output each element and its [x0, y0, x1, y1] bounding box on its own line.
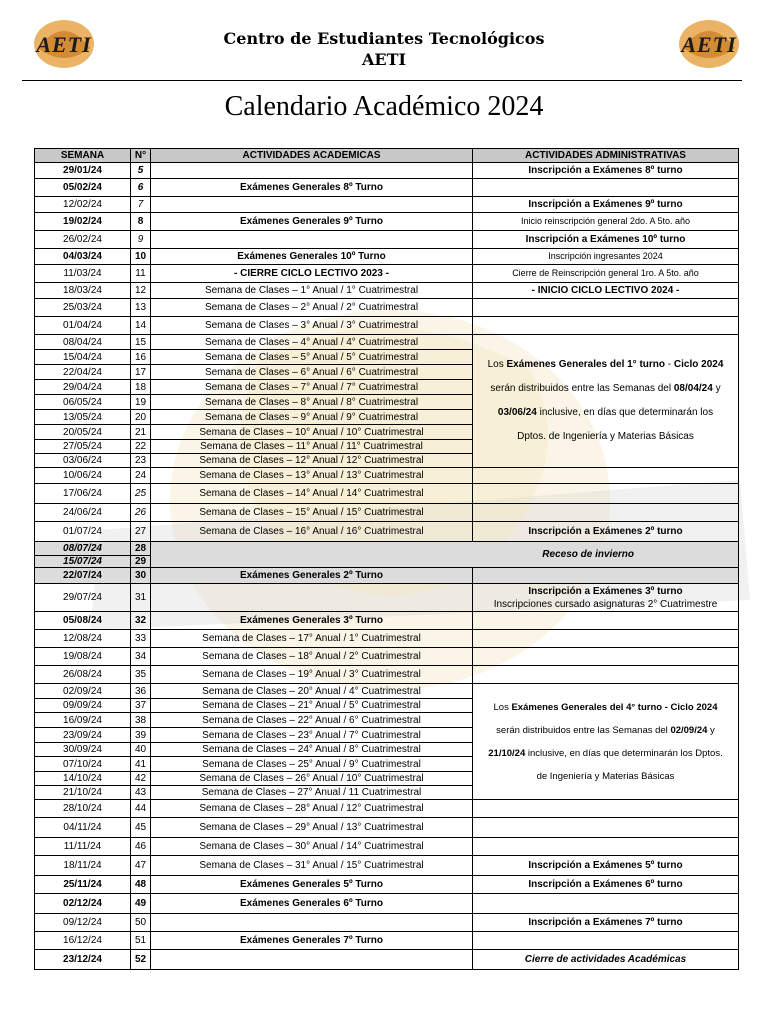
cell-date: 29/04/24 — [35, 380, 131, 395]
cell-date: 09/09/24 — [35, 699, 131, 713]
cell-date: 27/05/24 — [35, 440, 131, 454]
cell-date: 08/07/24 — [35, 542, 131, 556]
cell-date: 14/10/24 — [35, 772, 131, 786]
cell-num: 51 — [131, 932, 151, 950]
table-row — [35, 231, 739, 249]
cell-num: 37 — [131, 699, 151, 713]
table-row — [35, 818, 739, 838]
cell-academic: Semana de Clases – 31° Anual / 15° Cuatrimestral — [151, 856, 473, 876]
cell-admin — [473, 568, 739, 584]
cell-admin — [473, 894, 739, 914]
exam-note-turno-1: Los Exámenes Generales del 1° turno - Ciclo 2024 serán distribuidos entre las Semanas del 08/04/24 y 03/06/24 inclusive, en días que determinarán los Dptos. de Ingeniería y Materias Básicas — [473, 335, 739, 468]
header-divider — [22, 80, 742, 81]
col-header-academic: ACTIVIDADES ACADEMICAS — [151, 149, 473, 163]
page-header — [0, 0, 768, 82]
table-row — [35, 542, 739, 556]
table-row — [35, 856, 739, 876]
cell-date: 13/05/24 — [35, 410, 131, 425]
cell-academic: Semana de Clases – 29° Anual / 13° Cuatrimestral — [151, 818, 473, 838]
cell-num: 17 — [131, 365, 151, 380]
cell-num: 34 — [131, 648, 151, 666]
cell-num: 35 — [131, 666, 151, 684]
receso-invierno: Receso de invierno — [151, 542, 739, 568]
calendar-table — [34, 148, 739, 970]
cell-date: 11/11/24 — [35, 838, 131, 856]
table-row — [35, 213, 739, 231]
cell-admin: Inscripción a Exámenes 7º turno — [473, 914, 739, 932]
cell-num: 18 — [131, 380, 151, 395]
org-name: Centro de Estudiantes Tecnológicos — [223, 29, 545, 48]
cell-date: 22/04/24 — [35, 365, 131, 380]
logo-text: AETI — [681, 32, 737, 57]
page-title: Calendario Académico 2024 — [224, 91, 544, 122]
cell-date: 18/11/24 — [35, 856, 131, 876]
table-row — [35, 163, 739, 179]
cell-date: 16/09/24 — [35, 713, 131, 728]
col-header-admin: ACTIVIDADES ADMINISTRATIVAS — [473, 149, 739, 163]
cell-num: 27 — [131, 522, 151, 542]
table-row — [35, 504, 739, 522]
cell-num: 15 — [131, 335, 151, 350]
cell-academic: Semana de Clases – 9° Anual / 9° Cuatrimestral — [151, 410, 473, 425]
cell-num: 31 — [131, 584, 151, 612]
table-row — [35, 684, 739, 699]
org-acronym: AETI — [362, 50, 406, 69]
cell-date: 15/07/24 — [35, 556, 131, 568]
cell-num: 49 — [131, 894, 151, 914]
cell-num: 45 — [131, 818, 151, 838]
table-row — [35, 932, 739, 950]
cell-admin: Inscripción a Exámenes 2º turno — [473, 522, 739, 542]
cell-date: 26/08/24 — [35, 666, 131, 684]
cell-academic: Semana de Clases – 2° Anual / 2° Cuatrimestral — [151, 299, 473, 317]
cell-academic: Exámenes Generales 8º Turno — [151, 179, 473, 197]
cell-admin: Cierre de Reinscripción general 1ro. A 5to. año — [473, 265, 739, 283]
cell-admin: Inscripción a Exámenes 10º turno — [473, 231, 739, 249]
col-header-semana: SEMANA — [35, 149, 131, 163]
table-row — [35, 648, 739, 666]
cell-date: 30/09/24 — [35, 743, 131, 757]
cell-academic: Semana de Clases – 19° Anual / 3° Cuatrimestral — [151, 666, 473, 684]
cell-num: 12 — [131, 283, 151, 299]
cell-academic: Exámenes Generales 6º Turno — [151, 894, 473, 914]
cell-date: 07/10/24 — [35, 757, 131, 772]
cell-academic: Semana de Clases – 12° Anual / 12° Cuatrimestral — [151, 454, 473, 468]
cell-date: 28/10/24 — [35, 800, 131, 818]
table-header-row — [35, 149, 739, 163]
cell-academic: Semana de Clases – 8° Anual / 8° Cuatrimestral — [151, 395, 473, 410]
cell-num: 44 — [131, 800, 151, 818]
cell-date: 25/11/24 — [35, 876, 131, 894]
table-row — [35, 335, 739, 350]
cell-academic — [151, 914, 473, 932]
table-row — [35, 568, 739, 584]
cell-admin: Inscripción a Exámenes 8º turno — [473, 163, 739, 179]
cell-academic — [151, 950, 473, 970]
cell-academic: Semana de Clases – 5° Anual / 5° Cuatrimestral — [151, 350, 473, 365]
cell-admin — [473, 504, 739, 522]
cell-academic: Exámenes Generales 10º Turno — [151, 249, 473, 265]
cell-date: 08/04/24 — [35, 335, 131, 350]
cell-num: 14 — [131, 317, 151, 335]
cell-num: 29 — [131, 556, 151, 568]
cell-num: 38 — [131, 713, 151, 728]
cell-admin — [473, 932, 739, 950]
cell-admin — [473, 299, 739, 317]
cell-date: 15/04/24 — [35, 350, 131, 365]
cell-num: 25 — [131, 484, 151, 504]
table-row — [35, 179, 739, 197]
cell-num: 26 — [131, 504, 151, 522]
exam-note-turno-4: Los Exámenes Generales del 4° turno - Ciclo 2024 serán distribuidos entre las Semanas del 02/09/24 y 21/10/24 inclusive, en días que determinarán los Dptos. de Ingeniería y Materias Básicas — [473, 684, 739, 800]
cell-num: 42 — [131, 772, 151, 786]
cell-date: 04/11/24 — [35, 818, 131, 838]
cell-academic: Semana de Clases – 13° Anual / 13° Cuatrimestral — [151, 468, 473, 484]
cell-num: 46 — [131, 838, 151, 856]
table-row — [35, 317, 739, 335]
cell-date: 22/07/24 — [35, 568, 131, 584]
table-row — [35, 950, 739, 970]
cell-num: 20 — [131, 410, 151, 425]
cell-academic: Semana de Clases – 28° Anual / 12° Cuatrimestral — [151, 800, 473, 818]
cell-date: 17/06/24 — [35, 484, 131, 504]
col-header-num: N° — [131, 149, 151, 163]
cell-date: 20/05/24 — [35, 425, 131, 440]
cell-academic — [151, 584, 473, 612]
cell-num: 9 — [131, 231, 151, 249]
cell-date: 23/12/24 — [35, 950, 131, 970]
cell-academic: Semana de Clases – 25° Anual / 9° Cuatrimestral — [151, 757, 473, 772]
cell-academic: Semana de Clases – 7° Anual / 7° Cuatrimestral — [151, 380, 473, 395]
cell-academic: Exámenes Generales 7º Turno — [151, 932, 473, 950]
cell-date: 05/08/24 — [35, 612, 131, 630]
cell-num: 11 — [131, 265, 151, 283]
table-row — [35, 876, 739, 894]
cell-num: 39 — [131, 728, 151, 743]
table-row — [35, 468, 739, 484]
table-row — [35, 914, 739, 932]
table-row — [35, 800, 739, 818]
cell-admin — [473, 612, 739, 630]
cell-num: 23 — [131, 454, 151, 468]
cell-academic: Semana de Clases – 6° Anual / 6° Cuatrimestral — [151, 365, 473, 380]
cell-academic: Semana de Clases – 11° Anual / 11° Cuatrimestral — [151, 440, 473, 454]
cell-academic: Semana de Clases – 21° Anual / 5° Cuatrimestral — [151, 699, 473, 713]
cell-date: 19/08/24 — [35, 648, 131, 666]
table-row — [35, 666, 739, 684]
cell-num: 8 — [131, 213, 151, 231]
cell-date: 12/02/24 — [35, 197, 131, 213]
cell-academic: Exámenes Generales 5º Turno — [151, 876, 473, 894]
cell-date: 11/03/24 — [35, 265, 131, 283]
cell-academic: Semana de Clases – 15° Anual / 15° Cuatrimestral — [151, 504, 473, 522]
cell-num: 13 — [131, 299, 151, 317]
cell-num: 50 — [131, 914, 151, 932]
table-row — [35, 484, 739, 504]
cell-admin — [473, 179, 739, 197]
cell-academic: Semana de Clases – 30° Anual / 14° Cuatrimestral — [151, 838, 473, 856]
cell-num: 10 — [131, 249, 151, 265]
cell-date: 19/02/24 — [35, 213, 131, 231]
cell-date: 12/08/24 — [35, 630, 131, 648]
cell-date: 01/04/24 — [35, 317, 131, 335]
cell-academic: Exámenes Generales 9º Turno — [151, 213, 473, 231]
table-row — [35, 584, 739, 612]
cell-academic: Semana de Clases – 23° Anual / 7° Cuatrimestral — [151, 728, 473, 743]
cell-date: 25/03/24 — [35, 299, 131, 317]
cell-admin — [473, 648, 739, 666]
cell-date: 06/05/24 — [35, 395, 131, 410]
table-row — [35, 283, 739, 299]
cell-academic: Semana de Clases – 17° Anual / 1° Cuatrimestral — [151, 630, 473, 648]
cell-num: 30 — [131, 568, 151, 584]
table-row — [35, 265, 739, 283]
cell-admin — [473, 818, 739, 838]
cell-admin — [473, 838, 739, 856]
cell-admin — [473, 484, 739, 504]
cell-date: 01/07/24 — [35, 522, 131, 542]
cell-num: 52 — [131, 950, 151, 970]
cell-academic: Semana de Clases – 27° Anual / 11 Cuatrimestral — [151, 786, 473, 800]
cell-date: 09/12/24 — [35, 914, 131, 932]
cell-admin: Inscripción a Exámenes 9º turno — [473, 197, 739, 213]
cell-num: 41 — [131, 757, 151, 772]
cell-num: 32 — [131, 612, 151, 630]
cell-date: 29/07/24 — [35, 584, 131, 612]
cell-academic: Semana de Clases – 14° Anual / 14° Cuatrimestral — [151, 484, 473, 504]
aeti-logo-right — [663, 18, 755, 70]
table-row — [35, 838, 739, 856]
cell-num: 5 — [131, 163, 151, 179]
table-row — [35, 612, 739, 630]
cell-num: 24 — [131, 468, 151, 484]
cell-num: 7 — [131, 197, 151, 213]
logo-text: AETI — [36, 32, 92, 57]
cell-date: 02/12/24 — [35, 894, 131, 914]
table-row — [35, 894, 739, 914]
cell-admin — [473, 317, 739, 335]
cell-academic — [151, 163, 473, 179]
cell-num: 22 — [131, 440, 151, 454]
aeti-logo-left — [18, 18, 110, 70]
table-row — [35, 630, 739, 648]
cell-admin: Cierre de actividades Académicas — [473, 950, 739, 970]
cell-date: 21/10/24 — [35, 786, 131, 800]
cell-admin: Inscripción a Exámenes 6º turno — [473, 876, 739, 894]
cell-admin: Inscripción a Exámenes 5º turno — [473, 856, 739, 876]
cell-academic: Semana de Clases – 16° Anual / 16° Cuatrimestral — [151, 522, 473, 542]
cell-admin: Inscripción ingresantes 2024 — [473, 249, 739, 265]
table-row — [35, 299, 739, 317]
cell-date: 16/12/24 — [35, 932, 131, 950]
table-row — [35, 249, 739, 265]
cell-date: 10/06/24 — [35, 468, 131, 484]
cell-date: 26/02/24 — [35, 231, 131, 249]
cell-num: 6 — [131, 179, 151, 197]
cell-num: 16 — [131, 350, 151, 365]
cell-date: 04/03/24 — [35, 249, 131, 265]
cell-date: 03/06/24 — [35, 454, 131, 468]
cell-admin — [473, 630, 739, 648]
cell-academic: Semana de Clases – 20° Anual / 4° Cuatrimestral — [151, 684, 473, 699]
cell-num: 19 — [131, 395, 151, 410]
cell-num: 43 — [131, 786, 151, 800]
cell-date: 24/06/24 — [35, 504, 131, 522]
cell-num: 33 — [131, 630, 151, 648]
table-row — [35, 522, 739, 542]
cell-academic: Semana de Clases – 24° Anual / 8° Cuatrimestral — [151, 743, 473, 757]
cell-date: 18/03/24 — [35, 283, 131, 299]
cell-date: 02/09/24 — [35, 684, 131, 699]
cell-num: 36 — [131, 684, 151, 699]
cell-date: 05/02/24 — [35, 179, 131, 197]
cell-admin — [473, 800, 739, 818]
cell-academic — [151, 197, 473, 213]
cell-academic: Exámenes Generales 2º Turno — [151, 568, 473, 584]
cell-admin: Inicio reinscripción general 2do. A 5to. año — [473, 213, 739, 231]
cell-admin — [473, 468, 739, 484]
cell-academic — [151, 231, 473, 249]
cell-num: 48 — [131, 876, 151, 894]
cell-academic: Exámenes Generales 3º Turno — [151, 612, 473, 630]
table-row — [35, 197, 739, 213]
cell-num: 47 — [131, 856, 151, 876]
cell-academic: Semana de Clases – 22° Anual / 6° Cuatrimestral — [151, 713, 473, 728]
cell-admin: Inscripción a Exámenes 3º turno Inscripciones cursado asignaturas 2° Cuatrimestre — [473, 584, 739, 612]
cell-num: 21 — [131, 425, 151, 440]
cell-academic: Semana de Clases – 10° Anual / 10° Cuatrimestral — [151, 425, 473, 440]
cell-admin: - INICIO CICLO LECTIVO 2024 - — [473, 283, 739, 299]
cell-date: 23/09/24 — [35, 728, 131, 743]
cell-academic: Semana de Clases – 4° Anual / 4° Cuatrimestral — [151, 335, 473, 350]
cell-admin — [473, 666, 739, 684]
cell-academic: Semana de Clases – 1° Anual / 1° Cuatrimestral — [151, 283, 473, 299]
cell-num: 40 — [131, 743, 151, 757]
cell-academic: Semana de Clases – 18° Anual / 2° Cuatrimestral — [151, 648, 473, 666]
cell-academic: Semana de Clases – 3° Anual / 3° Cuatrimestral — [151, 317, 473, 335]
cell-academic: - CIERRE CICLO LECTIVO 2023 - — [151, 265, 473, 283]
cell-num: 28 — [131, 542, 151, 556]
cell-academic: Semana de Clases – 26° Anual / 10° Cuatrimestral — [151, 772, 473, 786]
cell-date: 29/01/24 — [35, 163, 131, 179]
